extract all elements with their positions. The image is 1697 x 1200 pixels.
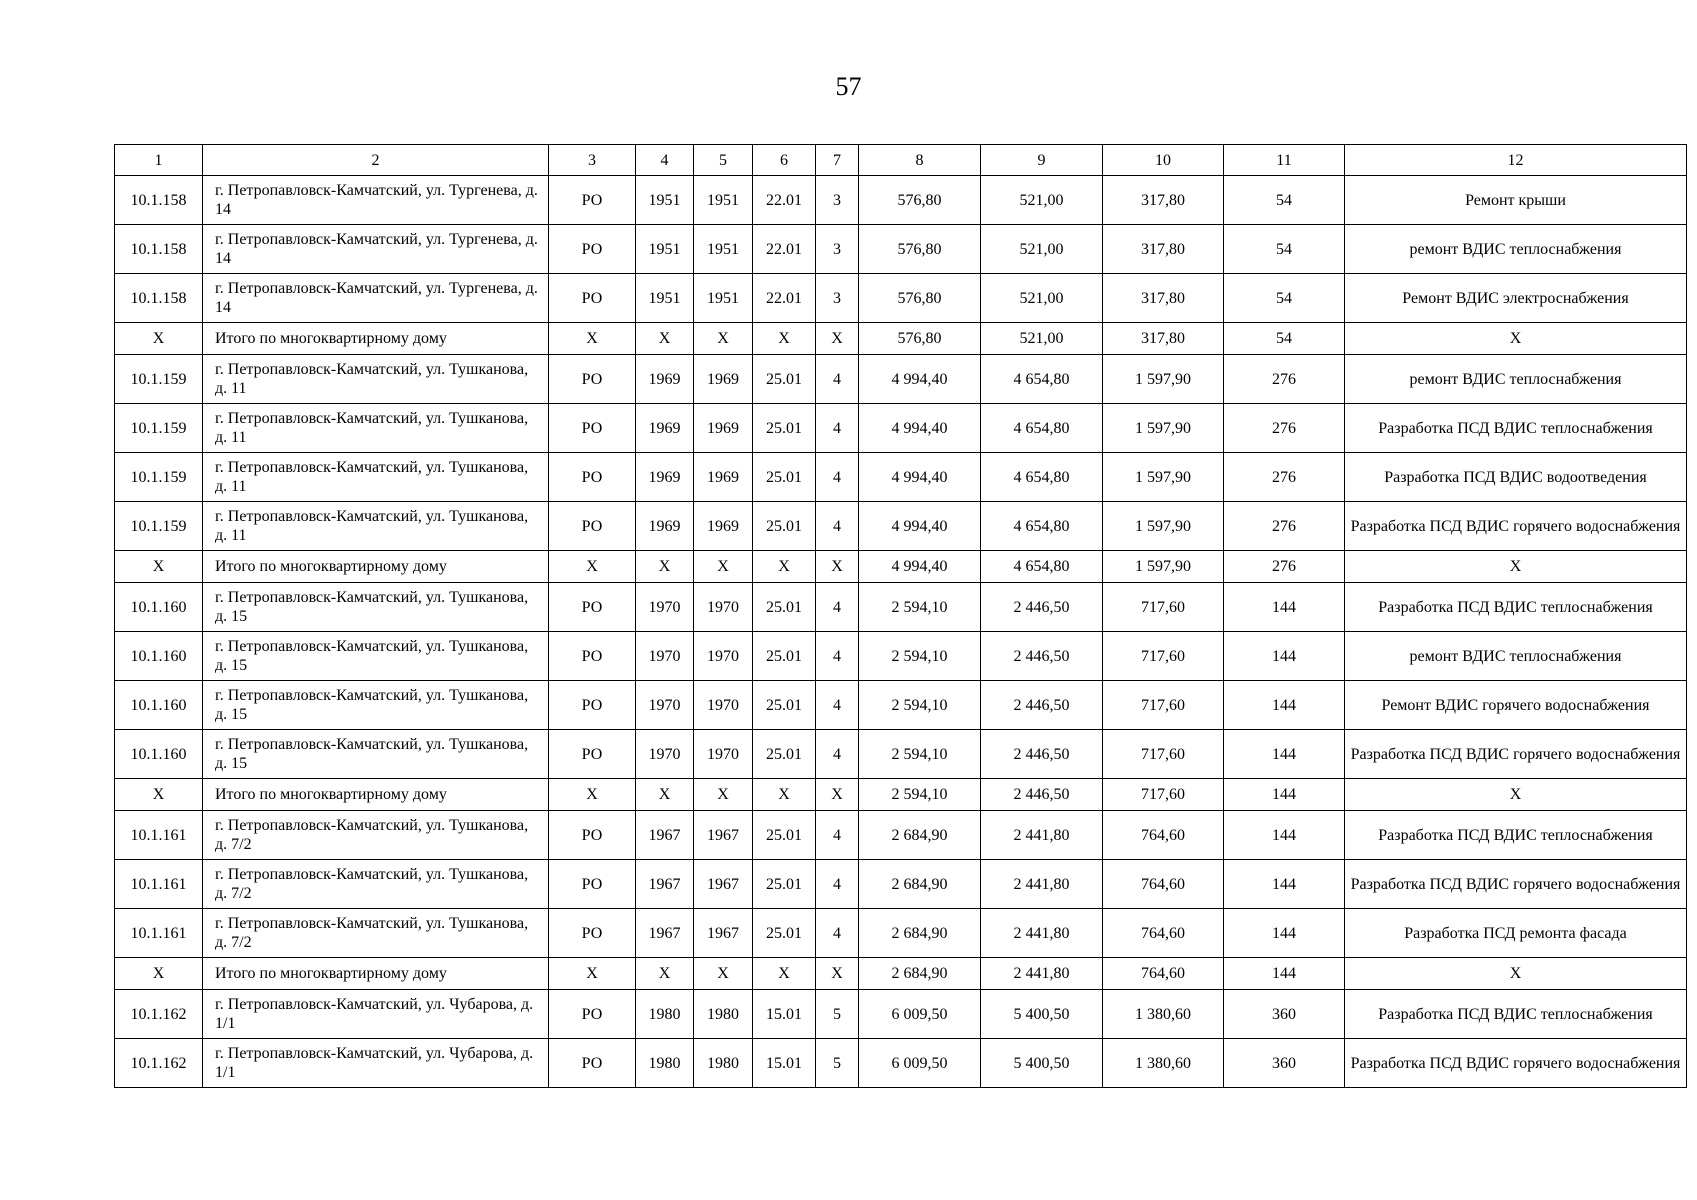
- nonresidential-area-cell: 717,60: [1103, 730, 1224, 779]
- work-type-cell: Ремонт крыши: [1345, 176, 1687, 225]
- address-cell: г. Петропавловск-Камчатский, ул. Тушканова, д. 7/2: [203, 811, 549, 860]
- year-commissioned-cell: 1951: [694, 274, 753, 323]
- table-row: [115, 632, 1687, 681]
- owner-type-cell: X: [549, 958, 636, 990]
- code-col6-cell: X: [753, 323, 816, 355]
- nonresidential-area-cell: 317,80: [1103, 176, 1224, 225]
- owner-type-cell: РО: [549, 176, 636, 225]
- address-cell: г. Петропавловск-Камчатский, ул. Тушканова, д. 15: [203, 681, 549, 730]
- item-code-cell: 10.1.159: [115, 453, 203, 502]
- floors-count-cell: 4: [816, 583, 859, 632]
- floors-count-cell: X: [816, 779, 859, 811]
- address-cell: Итого по многоквартирному дому: [203, 958, 549, 990]
- residents-count-cell: 276: [1224, 453, 1345, 502]
- year-built-cell: 1967: [636, 909, 694, 958]
- total-area-cell: 4 994,40: [859, 355, 981, 404]
- floors-count-cell: 4: [816, 811, 859, 860]
- table-row: [115, 274, 1687, 323]
- year-commissioned-cell: 1980: [694, 990, 753, 1039]
- page-number: 57: [835, 72, 862, 101]
- address-cell: г. Петропавловск-Камчатский, ул. Тушканова, д. 7/2: [203, 860, 549, 909]
- residents-count-cell: 144: [1224, 632, 1345, 681]
- year-commissioned-cell: 1969: [694, 502, 753, 551]
- year-built-cell: 1969: [636, 355, 694, 404]
- work-type-cell: Разработка ПСД ВДИС горячего водоснабжения: [1345, 860, 1687, 909]
- address-cell: г. Петропавловск-Камчатский, ул. Тушканова, д. 11: [203, 404, 549, 453]
- table-total-row: [115, 779, 1687, 811]
- column-header: 1: [115, 145, 203, 176]
- table-total-row: [115, 551, 1687, 583]
- nonresidential-area-cell: 1 380,60: [1103, 990, 1224, 1039]
- code-col6-cell: X: [753, 551, 816, 583]
- residential-area-cell: 4 654,80: [981, 355, 1103, 404]
- owner-type-cell: РО: [549, 225, 636, 274]
- residential-area-cell: 2 441,80: [981, 860, 1103, 909]
- residents-count-cell: 276: [1224, 502, 1345, 551]
- residential-area-cell: 4 654,80: [981, 551, 1103, 583]
- item-code-cell: 10.1.162: [115, 990, 203, 1039]
- item-code-cell: 10.1.161: [115, 860, 203, 909]
- floors-count-cell: 3: [816, 274, 859, 323]
- total-area-cell: 2 594,10: [859, 681, 981, 730]
- total-area-cell: 4 994,40: [859, 453, 981, 502]
- total-area-cell: 2 594,10: [859, 632, 981, 681]
- nonresidential-area-cell: 1 597,90: [1103, 355, 1224, 404]
- year-built-cell: 1969: [636, 404, 694, 453]
- table-row: [115, 404, 1687, 453]
- residents-count-cell: 54: [1224, 323, 1345, 355]
- table-row: [115, 225, 1687, 274]
- owner-type-cell: РО: [549, 811, 636, 860]
- total-area-cell: 2 684,90: [859, 811, 981, 860]
- year-built-cell: 1970: [636, 681, 694, 730]
- year-built-cell: X: [636, 958, 694, 990]
- code-col6-cell: 15.01: [753, 1039, 816, 1088]
- floors-count-cell: 4: [816, 355, 859, 404]
- total-area-cell: 576,80: [859, 274, 981, 323]
- item-code-cell: 10.1.159: [115, 355, 203, 404]
- table-row: [115, 355, 1687, 404]
- nonresidential-area-cell: 764,60: [1103, 860, 1224, 909]
- floors-count-cell: 4: [816, 404, 859, 453]
- floors-count-cell: 4: [816, 453, 859, 502]
- nonresidential-area-cell: 317,80: [1103, 323, 1224, 355]
- address-cell: г. Петропавловск-Камчатский, ул. Тушканова, д. 15: [203, 632, 549, 681]
- owner-type-cell: РО: [549, 355, 636, 404]
- floors-count-cell: 3: [816, 225, 859, 274]
- column-header: 8: [859, 145, 981, 176]
- work-type-cell: Разработка ПСД ВДИС теплоснабжения: [1345, 583, 1687, 632]
- year-built-cell: 1951: [636, 274, 694, 323]
- total-area-cell: 2 684,90: [859, 909, 981, 958]
- code-col6-cell: 25.01: [753, 860, 816, 909]
- floors-count-cell: X: [816, 958, 859, 990]
- floors-count-cell: X: [816, 551, 859, 583]
- residents-count-cell: 54: [1224, 274, 1345, 323]
- work-type-cell: ремонт ВДИС теплоснабжения: [1345, 632, 1687, 681]
- residential-area-cell: 2 446,50: [981, 730, 1103, 779]
- address-cell: г. Петропавловск-Камчатский, ул. Тушканова, д. 11: [203, 502, 549, 551]
- year-commissioned-cell: 1951: [694, 176, 753, 225]
- work-type-cell: X: [1345, 323, 1687, 355]
- year-commissioned-cell: 1967: [694, 860, 753, 909]
- year-commissioned-cell: X: [694, 551, 753, 583]
- column-header: 9: [981, 145, 1103, 176]
- floors-count-cell: 5: [816, 1039, 859, 1088]
- owner-type-cell: РО: [549, 730, 636, 779]
- year-commissioned-cell: 1970: [694, 681, 753, 730]
- item-code-cell: X: [115, 551, 203, 583]
- column-header: 2: [203, 145, 549, 176]
- table-total-row: [115, 958, 1687, 990]
- code-col6-cell: 25.01: [753, 909, 816, 958]
- column-header: 4: [636, 145, 694, 176]
- code-col6-cell: 25.01: [753, 811, 816, 860]
- residential-area-cell: 2 446,50: [981, 681, 1103, 730]
- total-area-cell: 576,80: [859, 176, 981, 225]
- residents-count-cell: 144: [1224, 730, 1345, 779]
- residents-count-cell: 144: [1224, 958, 1345, 990]
- total-area-cell: 2 594,10: [859, 583, 981, 632]
- data-table: [114, 144, 1687, 1088]
- residents-count-cell: 360: [1224, 1039, 1345, 1088]
- item-code-cell: 10.1.158: [115, 176, 203, 225]
- work-type-cell: X: [1345, 779, 1687, 811]
- residential-area-cell: 2 441,80: [981, 811, 1103, 860]
- residential-area-cell: 2 441,80: [981, 909, 1103, 958]
- work-type-cell: Ремонт ВДИС электроснабжения: [1345, 274, 1687, 323]
- work-type-cell: Разработка ПСД ВДИС теплоснабжения: [1345, 990, 1687, 1039]
- code-col6-cell: X: [753, 958, 816, 990]
- nonresidential-area-cell: 317,80: [1103, 225, 1224, 274]
- total-area-cell: 2 594,10: [859, 730, 981, 779]
- column-header: 7: [816, 145, 859, 176]
- column-header: 12: [1345, 145, 1687, 176]
- total-area-cell: 576,80: [859, 225, 981, 274]
- residents-count-cell: 144: [1224, 860, 1345, 909]
- item-code-cell: X: [115, 779, 203, 811]
- year-commissioned-cell: 1951: [694, 225, 753, 274]
- table-row: [115, 502, 1687, 551]
- nonresidential-area-cell: 717,60: [1103, 583, 1224, 632]
- total-area-cell: 4 994,40: [859, 551, 981, 583]
- code-col6-cell: 25.01: [753, 453, 816, 502]
- item-code-cell: 10.1.162: [115, 1039, 203, 1088]
- residential-area-cell: 5 400,50: [981, 990, 1103, 1039]
- work-type-cell: Разработка ПСД ВДИС теплоснабжения: [1345, 404, 1687, 453]
- year-commissioned-cell: X: [694, 323, 753, 355]
- year-built-cell: 1970: [636, 583, 694, 632]
- residential-area-cell: 521,00: [981, 225, 1103, 274]
- residents-count-cell: 54: [1224, 225, 1345, 274]
- year-built-cell: 1969: [636, 502, 694, 551]
- address-cell: Итого по многоквартирному дому: [203, 551, 549, 583]
- year-commissioned-cell: 1969: [694, 404, 753, 453]
- nonresidential-area-cell: 1 597,90: [1103, 502, 1224, 551]
- address-cell: г. Петропавловск-Камчатский, ул. Тушканова, д. 7/2: [203, 909, 549, 958]
- work-type-cell: Разработка ПСД ВДИС горячего водоснабжения: [1345, 730, 1687, 779]
- total-area-cell: 2 684,90: [859, 958, 981, 990]
- owner-type-cell: РО: [549, 583, 636, 632]
- item-code-cell: 10.1.159: [115, 404, 203, 453]
- year-built-cell: 1951: [636, 225, 694, 274]
- year-built-cell: 1969: [636, 453, 694, 502]
- code-col6-cell: 25.01: [753, 583, 816, 632]
- address-cell: г. Петропавловск-Камчатский, ул. Тушканова, д. 11: [203, 355, 549, 404]
- work-type-cell: X: [1345, 551, 1687, 583]
- table-row: [115, 453, 1687, 502]
- owner-type-cell: РО: [549, 860, 636, 909]
- column-header: 6: [753, 145, 816, 176]
- work-type-cell: ремонт ВДИС теплоснабжения: [1345, 225, 1687, 274]
- address-cell: г. Петропавловск-Камчатский, ул. Тургенева, д. 14: [203, 176, 549, 225]
- residents-count-cell: 54: [1224, 176, 1345, 225]
- nonresidential-area-cell: 1 597,90: [1103, 551, 1224, 583]
- work-type-cell: Разработка ПСД ремонта фасада: [1345, 909, 1687, 958]
- floors-count-cell: 4: [816, 681, 859, 730]
- item-code-cell: 10.1.161: [115, 909, 203, 958]
- owner-type-cell: РО: [549, 909, 636, 958]
- table-row: [115, 811, 1687, 860]
- item-code-cell: 10.1.160: [115, 681, 203, 730]
- item-code-cell: 10.1.158: [115, 225, 203, 274]
- table-total-row: [115, 323, 1687, 355]
- item-code-cell: 10.1.160: [115, 632, 203, 681]
- year-commissioned-cell: 1970: [694, 632, 753, 681]
- owner-type-cell: РО: [549, 681, 636, 730]
- owner-type-cell: РО: [549, 632, 636, 681]
- nonresidential-area-cell: 717,60: [1103, 681, 1224, 730]
- code-col6-cell: 25.01: [753, 502, 816, 551]
- column-header: 11: [1224, 145, 1345, 176]
- work-type-cell: Разработка ПСД ВДИС водоотведения: [1345, 453, 1687, 502]
- total-area-cell: 576,80: [859, 323, 981, 355]
- residents-count-cell: 276: [1224, 551, 1345, 583]
- nonresidential-area-cell: 764,60: [1103, 958, 1224, 990]
- year-built-cell: 1967: [636, 811, 694, 860]
- address-cell: г. Петропавловск-Камчатский, ул. Тушканова, д. 15: [203, 583, 549, 632]
- address-cell: г. Петропавловск-Камчатский, ул. Чубарова, д. 1/1: [203, 1039, 549, 1088]
- work-type-cell: ремонт ВДИС теплоснабжения: [1345, 355, 1687, 404]
- residents-count-cell: 276: [1224, 404, 1345, 453]
- year-built-cell: X: [636, 779, 694, 811]
- item-code-cell: 10.1.160: [115, 730, 203, 779]
- item-code-cell: 10.1.159: [115, 502, 203, 551]
- residents-count-cell: 360: [1224, 990, 1345, 1039]
- residential-area-cell: 521,00: [981, 176, 1103, 225]
- residents-count-cell: 144: [1224, 583, 1345, 632]
- residential-area-cell: 4 654,80: [981, 453, 1103, 502]
- nonresidential-area-cell: 1 597,90: [1103, 453, 1224, 502]
- nonresidential-area-cell: 717,60: [1103, 779, 1224, 811]
- total-area-cell: 6 009,50: [859, 990, 981, 1039]
- residents-count-cell: 144: [1224, 811, 1345, 860]
- total-area-cell: 4 994,40: [859, 502, 981, 551]
- item-code-cell: 10.1.160: [115, 583, 203, 632]
- code-col6-cell: 25.01: [753, 404, 816, 453]
- code-col6-cell: 22.01: [753, 176, 816, 225]
- floors-count-cell: 4: [816, 909, 859, 958]
- nonresidential-area-cell: 764,60: [1103, 909, 1224, 958]
- residential-area-cell: 4 654,80: [981, 404, 1103, 453]
- address-cell: г. Петропавловск-Камчатский, ул. Тургенева, д. 14: [203, 225, 549, 274]
- total-area-cell: 2 594,10: [859, 779, 981, 811]
- nonresidential-area-cell: 764,60: [1103, 811, 1224, 860]
- residential-area-cell: 2 446,50: [981, 632, 1103, 681]
- work-type-cell: Разработка ПСД ВДИС горячего водоснабжения: [1345, 1039, 1687, 1088]
- year-built-cell: 1951: [636, 176, 694, 225]
- residential-area-cell: 2 446,50: [981, 583, 1103, 632]
- item-code-cell: X: [115, 958, 203, 990]
- nonresidential-area-cell: 717,60: [1103, 632, 1224, 681]
- year-commissioned-cell: 1969: [694, 453, 753, 502]
- owner-type-cell: РО: [549, 1039, 636, 1088]
- code-col6-cell: 25.01: [753, 681, 816, 730]
- residential-area-cell: 2 446,50: [981, 779, 1103, 811]
- year-commissioned-cell: X: [694, 779, 753, 811]
- address-cell: г. Петропавловск-Камчатский, ул. Тушканова, д. 15: [203, 730, 549, 779]
- owner-type-cell: РО: [549, 502, 636, 551]
- address-cell: Итого по многоквартирному дому: [203, 323, 549, 355]
- year-commissioned-cell: 1967: [694, 811, 753, 860]
- table-row: [115, 1039, 1687, 1088]
- year-commissioned-cell: 1967: [694, 909, 753, 958]
- table-row: [115, 909, 1687, 958]
- year-built-cell: X: [636, 323, 694, 355]
- code-col6-cell: 15.01: [753, 990, 816, 1039]
- work-type-cell: Разработка ПСД ВДИС теплоснабжения: [1345, 811, 1687, 860]
- year-commissioned-cell: 1980: [694, 1039, 753, 1088]
- year-built-cell: X: [636, 551, 694, 583]
- item-code-cell: X: [115, 323, 203, 355]
- total-area-cell: 6 009,50: [859, 1039, 981, 1088]
- work-type-cell: X: [1345, 958, 1687, 990]
- owner-type-cell: РО: [549, 404, 636, 453]
- item-code-cell: 10.1.161: [115, 811, 203, 860]
- nonresidential-area-cell: 317,80: [1103, 274, 1224, 323]
- owner-type-cell: РО: [549, 274, 636, 323]
- nonresidential-area-cell: 1 380,60: [1103, 1039, 1224, 1088]
- year-commissioned-cell: 1970: [694, 583, 753, 632]
- owner-type-cell: X: [549, 779, 636, 811]
- floors-count-cell: 3: [816, 176, 859, 225]
- code-col6-cell: 25.01: [753, 632, 816, 681]
- table-body: [115, 145, 1687, 1088]
- code-col6-cell: 25.01: [753, 355, 816, 404]
- owner-type-cell: X: [549, 323, 636, 355]
- year-built-cell: 1980: [636, 990, 694, 1039]
- residential-area-cell: 4 654,80: [981, 502, 1103, 551]
- table-row: [115, 990, 1687, 1039]
- floors-count-cell: 4: [816, 632, 859, 681]
- floors-count-cell: X: [816, 323, 859, 355]
- table-row: [115, 681, 1687, 730]
- address-cell: г. Петропавловск-Камчатский, ул. Чубарова, д. 1/1: [203, 990, 549, 1039]
- floors-count-cell: 5: [816, 990, 859, 1039]
- owner-type-cell: РО: [549, 453, 636, 502]
- total-area-cell: 4 994,40: [859, 404, 981, 453]
- floors-count-cell: 4: [816, 730, 859, 779]
- table-row: [115, 583, 1687, 632]
- year-built-cell: 1967: [636, 860, 694, 909]
- year-built-cell: 1970: [636, 730, 694, 779]
- column-header: 5: [694, 145, 753, 176]
- table-row: [115, 730, 1687, 779]
- year-built-cell: 1980: [636, 1039, 694, 1088]
- residents-count-cell: 144: [1224, 909, 1345, 958]
- owner-type-cell: РО: [549, 990, 636, 1039]
- item-code-cell: 10.1.158: [115, 274, 203, 323]
- table-row: [115, 176, 1687, 225]
- residential-area-cell: 521,00: [981, 323, 1103, 355]
- address-cell: г. Петропавловск-Камчатский, ул. Тушканова, д. 11: [203, 453, 549, 502]
- address-cell: г. Петропавловск-Камчатский, ул. Тургенева, д. 14: [203, 274, 549, 323]
- code-col6-cell: 22.01: [753, 274, 816, 323]
- residential-area-cell: 2 441,80: [981, 958, 1103, 990]
- floors-count-cell: 4: [816, 502, 859, 551]
- residential-area-cell: 521,00: [981, 274, 1103, 323]
- work-type-cell: Разработка ПСД ВДИС горячего водоснабжения: [1345, 502, 1687, 551]
- year-built-cell: 1970: [636, 632, 694, 681]
- year-commissioned-cell: 1969: [694, 355, 753, 404]
- address-cell: Итого по многоквартирному дому: [203, 779, 549, 811]
- residents-count-cell: 144: [1224, 779, 1345, 811]
- column-header: 3: [549, 145, 636, 176]
- code-col6-cell: X: [753, 779, 816, 811]
- year-commissioned-cell: 1970: [694, 730, 753, 779]
- code-col6-cell: 25.01: [753, 730, 816, 779]
- total-area-cell: 2 684,90: [859, 860, 981, 909]
- nonresidential-area-cell: 1 597,90: [1103, 404, 1224, 453]
- residents-count-cell: 144: [1224, 681, 1345, 730]
- work-type-cell: Ремонт ВДИС горячего водоснабжения: [1345, 681, 1687, 730]
- residents-count-cell: 276: [1224, 355, 1345, 404]
- table-header-row: [115, 145, 1687, 176]
- residential-area-cell: 5 400,50: [981, 1039, 1103, 1088]
- column-header: 10: [1103, 145, 1224, 176]
- floors-count-cell: 4: [816, 860, 859, 909]
- owner-type-cell: X: [549, 551, 636, 583]
- code-col6-cell: 22.01: [753, 225, 816, 274]
- year-commissioned-cell: X: [694, 958, 753, 990]
- table-row: [115, 860, 1687, 909]
